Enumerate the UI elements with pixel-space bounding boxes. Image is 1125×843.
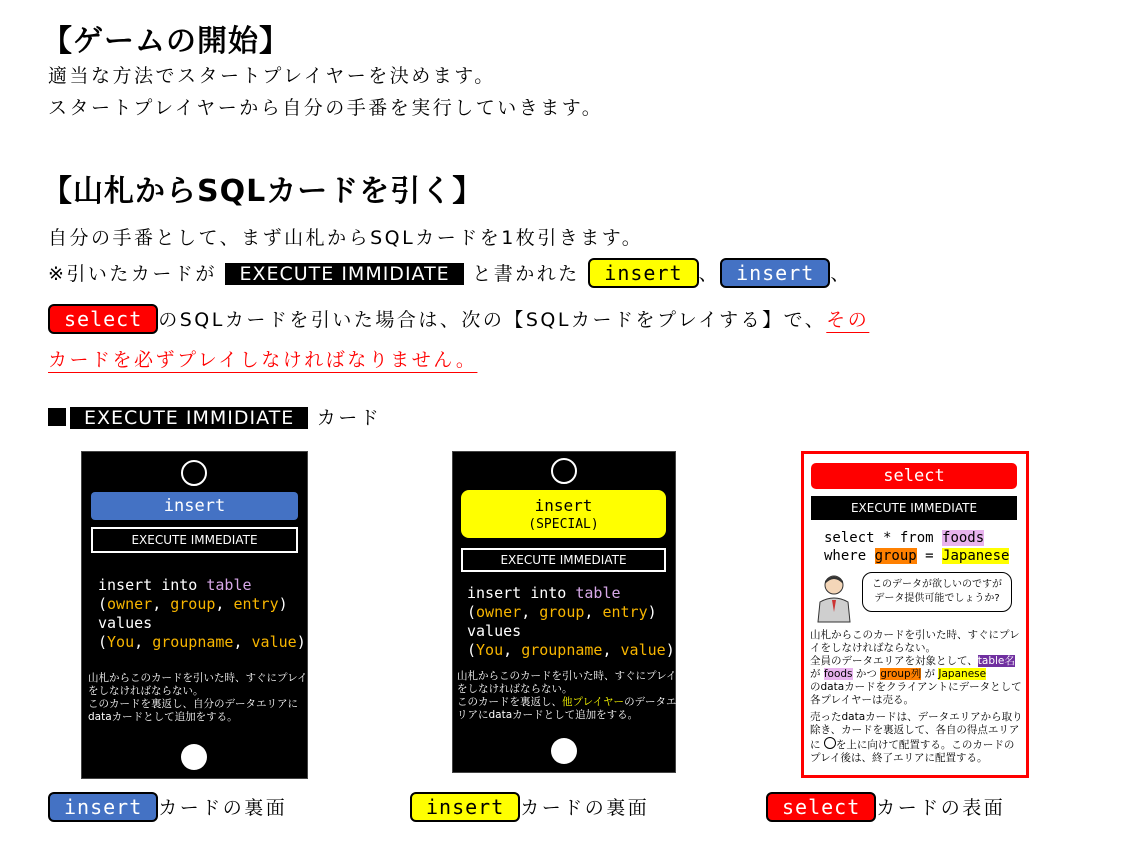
text: を上に向けて配置する。このカードの (835, 739, 1015, 751)
code-text: , (602, 641, 621, 659)
sql-code (98, 576, 306, 652)
code-text: You (476, 641, 504, 659)
code-text: ) (647, 603, 657, 621)
businessman-icon (814, 572, 854, 624)
text: のdataカードをクライアントにデータとして (810, 681, 1022, 693)
code-text: ( (467, 603, 477, 621)
filled-circle-icon (181, 744, 207, 770)
text: 除き、カードを裏返して、各自の得点エリア (810, 724, 1020, 736)
code-text: entry (233, 595, 279, 613)
caption-insert (48, 792, 287, 825)
code-text: ) (296, 633, 306, 651)
code-text: , (521, 603, 540, 621)
text: このデータが欲しいのですが (872, 579, 1002, 590)
code-text: groupname (152, 633, 234, 651)
execute-immediate-box: EXECUTE IMMEDIATE (91, 527, 298, 553)
card-title (461, 490, 666, 538)
code-text: values (467, 622, 522, 640)
open-circle-icon (181, 460, 207, 486)
code-text: table (206, 576, 252, 594)
code-text: , (152, 595, 171, 613)
caption-insert-special (410, 792, 649, 825)
code-text: select * from (824, 530, 943, 546)
text: と書かれた (472, 263, 580, 285)
highlight-text: foods (823, 668, 853, 680)
code-text: ( (98, 595, 108, 613)
section-heading-draw-card: 【山札からSQLカードを引く】 (42, 174, 484, 209)
code-text: owner (476, 603, 522, 621)
execute-immediate-box: EXECUTE IMMEDIATE (461, 548, 666, 572)
text: 山札からこのカードを引いた時、すぐにプレ (810, 629, 1020, 641)
code-text: insert into (467, 584, 576, 602)
code-text: value (620, 641, 666, 659)
insert-card-back (81, 451, 308, 779)
code-text: where (824, 548, 875, 564)
card-title-text: insert (534, 496, 593, 515)
execute-immidiate-label: EXECUTE IMMIDIATE (225, 263, 463, 285)
paragraph-line (48, 304, 869, 337)
text: をしなければならない。 (457, 683, 573, 695)
card-subtitle: (SPECIAL) (528, 517, 599, 532)
code-highlight: foods (942, 530, 985, 546)
text: リアにdataカードとして追加をする。 (457, 709, 639, 721)
insert-special-chip: insert (588, 258, 698, 288)
text: ※引いたカードが (48, 263, 217, 285)
caption-text: カードの裏面 (520, 797, 650, 819)
card-description (457, 670, 677, 722)
caption-select (766, 792, 1005, 825)
code-text: group (539, 603, 585, 621)
code-text: ( (467, 641, 477, 659)
insert-chip: insert (48, 792, 158, 822)
select-card-front (801, 451, 1029, 778)
card-description (88, 672, 308, 724)
code-highlight: Japanese (942, 548, 1010, 564)
text: 売ったdataカードは、データエリアから取り (810, 711, 1023, 723)
text: プレイ後は、終了エリアに配置する。 (810, 752, 988, 764)
caption-text: カードの裏面 (158, 797, 288, 819)
paragraph-line: スタートプレイヤーから自分の手番を実行していきます。 (48, 97, 604, 119)
insert-special-chip: insert (410, 792, 520, 822)
text: カード (316, 407, 382, 429)
text: 、 (830, 263, 852, 285)
paragraph-line (48, 344, 477, 377)
code-text: ( (98, 633, 108, 651)
code-text: , (584, 603, 603, 621)
section-heading-game-start: 【ゲームの開始】 (42, 24, 290, 59)
text: をしなければならない。 (88, 685, 204, 697)
text: が (810, 668, 824, 680)
highlight-text: table名 (977, 655, 1015, 667)
code-text: owner (107, 595, 153, 613)
card-title: insert (91, 492, 298, 520)
text: このカードを裏返し、自分のデータエリアに (88, 698, 298, 710)
code-text: value (251, 633, 297, 651)
caption-text: カードの表面 (876, 797, 1006, 819)
text: 全員のデータエリアを対象として、 (810, 655, 978, 667)
filled-circle-icon (551, 738, 577, 764)
text: データ提供可能でしょうか? (874, 593, 1000, 604)
open-circle-icon (824, 737, 836, 749)
text: 山札からこのカードを引いた時、すぐにプレイ (457, 670, 677, 682)
text: このカードを裏返し、 (457, 696, 562, 708)
sql-code (824, 529, 1009, 565)
code-text: , (134, 633, 153, 651)
text: に (810, 739, 824, 751)
text: 山札からこのカードを引いた時、すぐにプレイ (88, 672, 308, 684)
code-text: ) (665, 641, 675, 659)
highlight-text: group列 (880, 668, 922, 680)
code-text: = (916, 548, 943, 564)
code-text: , (215, 595, 234, 613)
code-text: values (98, 614, 153, 632)
square-bullet-icon (48, 408, 66, 426)
text: が (921, 668, 939, 680)
card-description (810, 629, 1023, 765)
text: かつ (852, 668, 881, 680)
execute-immidiate-label: EXECUTE IMMIDIATE (70, 407, 308, 429)
text: イをしなければならない。 (810, 642, 936, 654)
code-text: table (575, 584, 621, 602)
select-chip: select (48, 304, 158, 334)
execute-card-label (48, 402, 381, 435)
insert-chip: insert (720, 258, 830, 288)
code-text: groupname (521, 641, 603, 659)
paragraph-line: 自分の手番として、まず山札からSQLカードを1枚引きます。 (48, 227, 644, 249)
speech-bubble (862, 572, 1012, 612)
text: のSQLカードを引いた場合は、次の【SQLカードをプレイする】で、 (158, 309, 827, 331)
code-text: group (170, 595, 216, 613)
code-text: insert into (98, 576, 207, 594)
text: 各プレイヤーは売る。 (810, 694, 915, 706)
emphasis-text: カードを必ずプレイしなければなりません。 (48, 349, 478, 371)
code-highlight: group (874, 548, 917, 564)
highlight-text: Japanese (938, 668, 987, 680)
code-text: You (107, 633, 135, 651)
text: のデータエ (624, 696, 677, 708)
emphasis-text: その (826, 309, 870, 331)
insert-special-card-back (452, 451, 676, 773)
code-text: entry (602, 603, 648, 621)
text: dataカードとして追加をする。 (88, 711, 238, 723)
highlight-text: 他プレイヤー (562, 696, 625, 708)
text: 、 (698, 263, 721, 285)
code-text: , (233, 633, 252, 651)
code-text: , (503, 641, 522, 659)
sql-code (467, 584, 675, 660)
paragraph-line (48, 258, 852, 291)
select-chip: select (766, 792, 876, 822)
paragraph-line: 適当な方法でスタートプレイヤーを決めます。 (48, 65, 496, 87)
code-text: ) (278, 595, 288, 613)
card-title: select (811, 463, 1017, 489)
execute-immediate-box: EXECUTE IMMEDIATE (811, 496, 1017, 520)
open-circle-icon (551, 458, 577, 484)
